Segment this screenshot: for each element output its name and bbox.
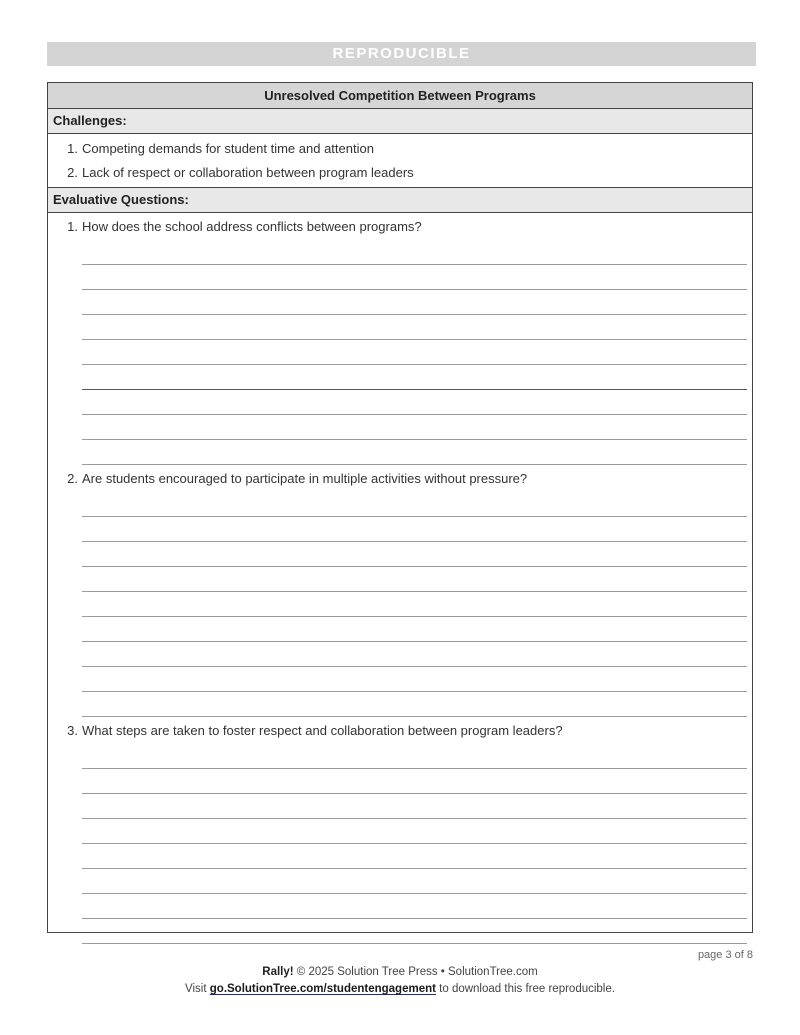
download-link[interactable]: go.SolutionTree.com/studentengagement <box>209 983 436 995</box>
challenge-number: 2. <box>67 165 78 180</box>
answer-line[interactable] <box>82 844 747 869</box>
answer-lines[interactable] <box>82 240 747 465</box>
answer-line[interactable] <box>82 894 747 919</box>
answer-lines[interactable] <box>82 492 747 717</box>
answer-line[interactable] <box>82 365 747 390</box>
question-block <box>48 720 752 944</box>
answer-line[interactable] <box>82 567 747 592</box>
question-item <box>48 468 752 492</box>
challenge-text: Competing demands for student time and attention <box>82 141 374 156</box>
footer-download-line <box>0 983 800 995</box>
answer-line[interactable] <box>82 744 747 769</box>
worksheet-title: Unresolved Competition Between Programs <box>48 83 752 109</box>
answer-line[interactable] <box>82 517 747 542</box>
challenges-list <box>48 134 752 188</box>
answer-line[interactable] <box>82 617 747 642</box>
answer-line[interactable] <box>82 492 747 517</box>
question-item <box>48 216 752 240</box>
answer-line[interactable] <box>82 265 747 290</box>
reproducible-banner: REPRODUCIBLE <box>47 42 756 66</box>
answer-line[interactable] <box>82 819 747 844</box>
worksheet-table <box>47 82 753 933</box>
answer-line[interactable] <box>82 642 747 667</box>
challenge-text: Lack of respect or collaboration between program leaders <box>82 165 414 180</box>
answer-line[interactable] <box>82 290 747 315</box>
answer-line[interactable] <box>82 769 747 794</box>
question-number: 1. <box>67 219 78 234</box>
challenges-heading: Challenges: <box>48 109 752 134</box>
answer-line[interactable] <box>82 542 747 567</box>
challenge-item <box>48 138 752 162</box>
answer-line[interactable] <box>82 692 747 717</box>
copyright-text: © 2025 Solution Tree Press • SolutionTree.com <box>296 966 538 978</box>
answer-line[interactable] <box>82 869 747 894</box>
answer-line[interactable] <box>82 667 747 692</box>
answer-line[interactable] <box>82 390 747 415</box>
answer-line[interactable] <box>82 440 747 465</box>
answer-line[interactable] <box>82 340 747 365</box>
answer-line[interactable] <box>82 415 747 440</box>
page-number: page 3 of 8 <box>697 949 753 961</box>
question-block <box>48 216 752 465</box>
question-text: Are students encouraged to participate in multiple activities without pressure? <box>82 471 528 486</box>
answer-line[interactable] <box>82 794 747 819</box>
answer-line[interactable] <box>82 240 747 265</box>
question-block <box>48 468 752 717</box>
answer-line[interactable] <box>82 315 747 340</box>
answer-lines[interactable] <box>82 744 747 944</box>
question-item <box>48 720 752 744</box>
question-text: How does the school address conflicts between programs? <box>82 219 422 234</box>
challenge-number: 1. <box>67 141 78 156</box>
question-number: 3. <box>67 723 78 738</box>
evaluative-questions-heading: Evaluative Questions: <box>48 188 752 213</box>
book-title: Rally! <box>262 966 294 978</box>
question-text: What steps are taken to foster respect and collaboration between program leaders? <box>82 723 563 738</box>
answer-line[interactable] <box>82 592 747 617</box>
answer-line[interactable] <box>82 919 747 944</box>
download-suffix: to download this free reproducible. <box>439 983 615 995</box>
question-number: 2. <box>67 471 78 486</box>
footer-copyright-line <box>0 966 800 978</box>
challenge-item <box>48 162 752 186</box>
visit-label: Visit <box>185 983 207 995</box>
